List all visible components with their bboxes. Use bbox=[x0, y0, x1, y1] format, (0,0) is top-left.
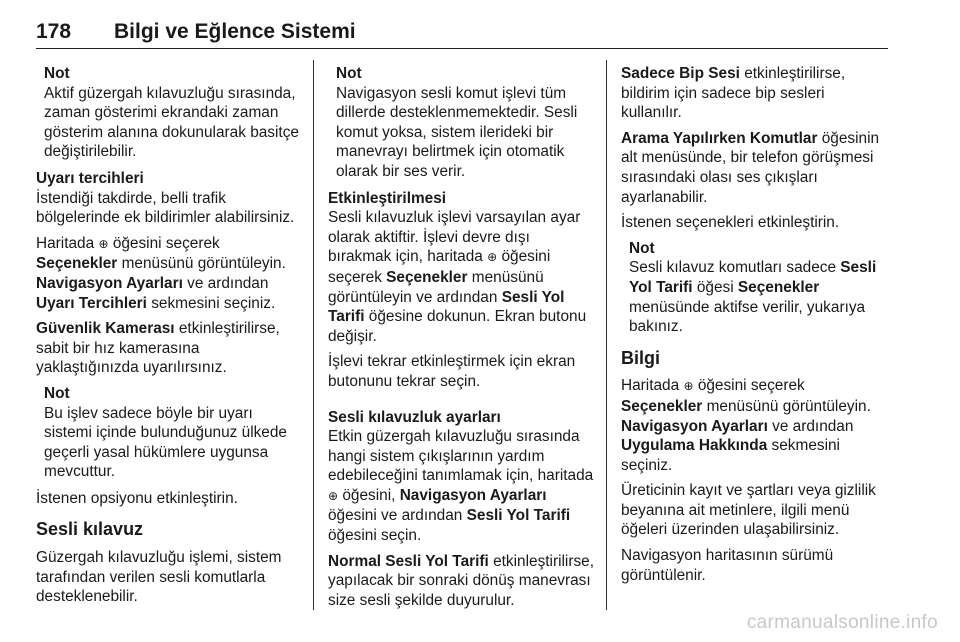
paragraph bbox=[621, 129, 889, 207]
column-right bbox=[621, 64, 889, 591]
page-header bbox=[36, 14, 888, 50]
note-box bbox=[36, 384, 304, 482]
bold-term: Arama Yapılırken Komutlar bbox=[621, 129, 818, 147]
page-number: 178 bbox=[36, 20, 72, 43]
note-box bbox=[36, 64, 304, 162]
text: öğesine dokunun. Ekran butonu değişir. bbox=[328, 308, 587, 345]
bold-term: Normal Sesli Yol Tarifi bbox=[328, 552, 489, 570]
section-heading-bilgi: Bilgi bbox=[621, 347, 660, 368]
paragraph bbox=[328, 408, 596, 546]
text: menüsünü görüntüleyin. bbox=[121, 255, 286, 273]
note-title: Not bbox=[336, 65, 362, 82]
paragraph: İstenen seçenekleri etkinleştirin. bbox=[621, 214, 840, 232]
text: sekmesini seçiniz. bbox=[621, 437, 840, 474]
text: İstendiği takdirde, belli trafik bölgelerinde ek bildirimler alabilirsiniz. bbox=[36, 189, 295, 227]
menu-icon: ⊕ bbox=[683, 379, 694, 394]
paragraph: Güzergah kılavuzluğu işlemi, sistem tarafından verilen sesli komutlarla desteklenebilir. bbox=[36, 549, 282, 606]
paragraph bbox=[621, 64, 889, 123]
menu-icon: ⊕ bbox=[487, 250, 498, 265]
column-left bbox=[36, 64, 304, 613]
bold-term: Navigasyon Ayarları bbox=[399, 486, 547, 504]
bold-term: Sadece Bip Sesi bbox=[621, 65, 740, 82]
menu-icon: ⊕ bbox=[98, 236, 109, 251]
paragraph bbox=[36, 169, 304, 228]
text: Sesli kılavuzluk işlevi varsayılan ayar olarak aktiftir. İşlevi devre dışı bırakmak için, haritada bbox=[328, 209, 581, 266]
note-box bbox=[621, 239, 889, 337]
note-text: Navigasyon sesli komut işlevi tüm dillerde desteklenmemektedir. Sesli komut yoksa, sistem ilerideki bir manevrayı belirtmek için otomatik olarak bir ses verir. bbox=[336, 84, 578, 180]
text: etkinleştirilirse, yapılacak bir sonraki dönüş manevrası size sesli şekilde duyurulur. bbox=[328, 552, 594, 609]
bold-term: Güvenlik Kamerası bbox=[36, 320, 175, 338]
text: ve ardından bbox=[772, 417, 854, 435]
subheading-etkinlestirilmesi: Etkinleştirilmesi bbox=[328, 189, 447, 207]
section-heading-sesli: Sesli kılavuz bbox=[36, 519, 144, 540]
text: öğesini ve ardından bbox=[328, 507, 463, 525]
watermark: carmanualsonline.info bbox=[746, 612, 938, 633]
paragraph: İstenen opsiyonu etkinleştirin. bbox=[36, 489, 238, 507]
text: sekmesini seçiniz. bbox=[151, 294, 276, 312]
paragraph bbox=[621, 376, 889, 475]
paragraph bbox=[36, 319, 304, 378]
subheading-ayarlari: Sesli kılavuzluk ayarları bbox=[328, 408, 501, 426]
text: etkinleştirilirse, bildirim için sadece bip sesleri kullanılır. bbox=[621, 65, 846, 122]
bold-term: Uygulama Hakkında bbox=[621, 437, 768, 455]
paragraph: Navigasyon haritasının sürümü görüntülenir. bbox=[621, 547, 834, 584]
bold-term: Uyarı Tercihleri bbox=[36, 294, 147, 312]
bold-term: Seçenekler bbox=[386, 268, 468, 286]
text: Haritada bbox=[621, 377, 680, 395]
note-box bbox=[328, 64, 596, 182]
subheading-uyari: Uyarı tercihleri bbox=[36, 169, 144, 187]
column-divider bbox=[606, 60, 607, 610]
bold-term: Navigasyon Ayarları bbox=[621, 417, 768, 435]
bold-term: Sesli Yol Tarifi bbox=[328, 288, 565, 326]
note-title: Not bbox=[44, 384, 70, 402]
running-title: Bilgi ve Eğlence Sistemi bbox=[114, 20, 356, 43]
note-title: Not bbox=[44, 65, 70, 82]
note-text: Bu işlev sadece böyle bir uyarı sistemi içinde bulunduğunuz ülkede geçerli yasal hükümlere uygunsa mevcuttur. bbox=[44, 404, 287, 481]
text: öğesini, bbox=[342, 486, 396, 504]
text: öğesini seçerek bbox=[112, 234, 220, 252]
text: menüsünde aktifse verilir, yukarıya bakınız. bbox=[629, 298, 866, 336]
text: öğesini seçerek bbox=[328, 248, 551, 286]
paragraph bbox=[36, 234, 304, 313]
paragraph bbox=[328, 189, 596, 347]
paragraph: İşlevi tekrar etkinleştirmek için ekran butonunu tekrar seçin. bbox=[328, 353, 576, 390]
note-title: Not bbox=[629, 239, 655, 257]
menu-icon: ⊕ bbox=[328, 488, 339, 503]
text: menüsünü görüntüleyin ve ardından bbox=[328, 268, 544, 306]
bold-term: Seçenekler bbox=[36, 255, 118, 273]
bold-term: Navigasyon Ayarları bbox=[36, 274, 183, 292]
text: Haritada bbox=[36, 234, 95, 252]
paragraph: Üreticinin kayıt ve şartları veya gizlilik beyanına ait metinlere, ilgili menü öğeleri üzerinden ulaşabilirsiniz. bbox=[621, 482, 876, 539]
text: öğesini seçerek bbox=[697, 377, 805, 395]
paragraph bbox=[328, 552, 596, 611]
text: öğesini seçin. bbox=[328, 527, 422, 545]
bold-term: Seçenekler bbox=[737, 278, 820, 296]
bold-term: Sesli Yol Tarifi bbox=[466, 507, 571, 525]
column-divider bbox=[313, 60, 314, 610]
text: öğesinin alt menüsünde, bir telefon görüşmesi sırasındaki olası ses çıkışları ayarlanabilir. bbox=[621, 129, 880, 206]
text: menüsünü görüntüleyin. bbox=[706, 397, 871, 415]
note-text: Aktif güzergah kılavuzluğu sırasında, zaman gösterimi ekrandaki zaman gösterim alanına dokunularak basitçe değiştirilebilir. bbox=[44, 84, 299, 161]
text: öğesi bbox=[696, 278, 734, 296]
column-middle bbox=[328, 64, 596, 616]
text: Sesli kılavuz komutları sadece bbox=[629, 259, 837, 277]
text: Etkin güzergah kılavuzluğu sırasında hangi sistem çıkışlarının yardım edebileceğini tanımlamak için, haritada bbox=[328, 428, 594, 485]
bold-term: Seçenekler bbox=[621, 397, 703, 415]
text: ve ardından bbox=[187, 274, 269, 292]
bold-term: Sesli Yol Tarifi bbox=[629, 259, 877, 296]
text: etkinleştirilirse, sabit bir hız kamerasına yaklaştığınızda uyarılırsınız. bbox=[36, 320, 280, 377]
header-divider bbox=[36, 48, 888, 49]
